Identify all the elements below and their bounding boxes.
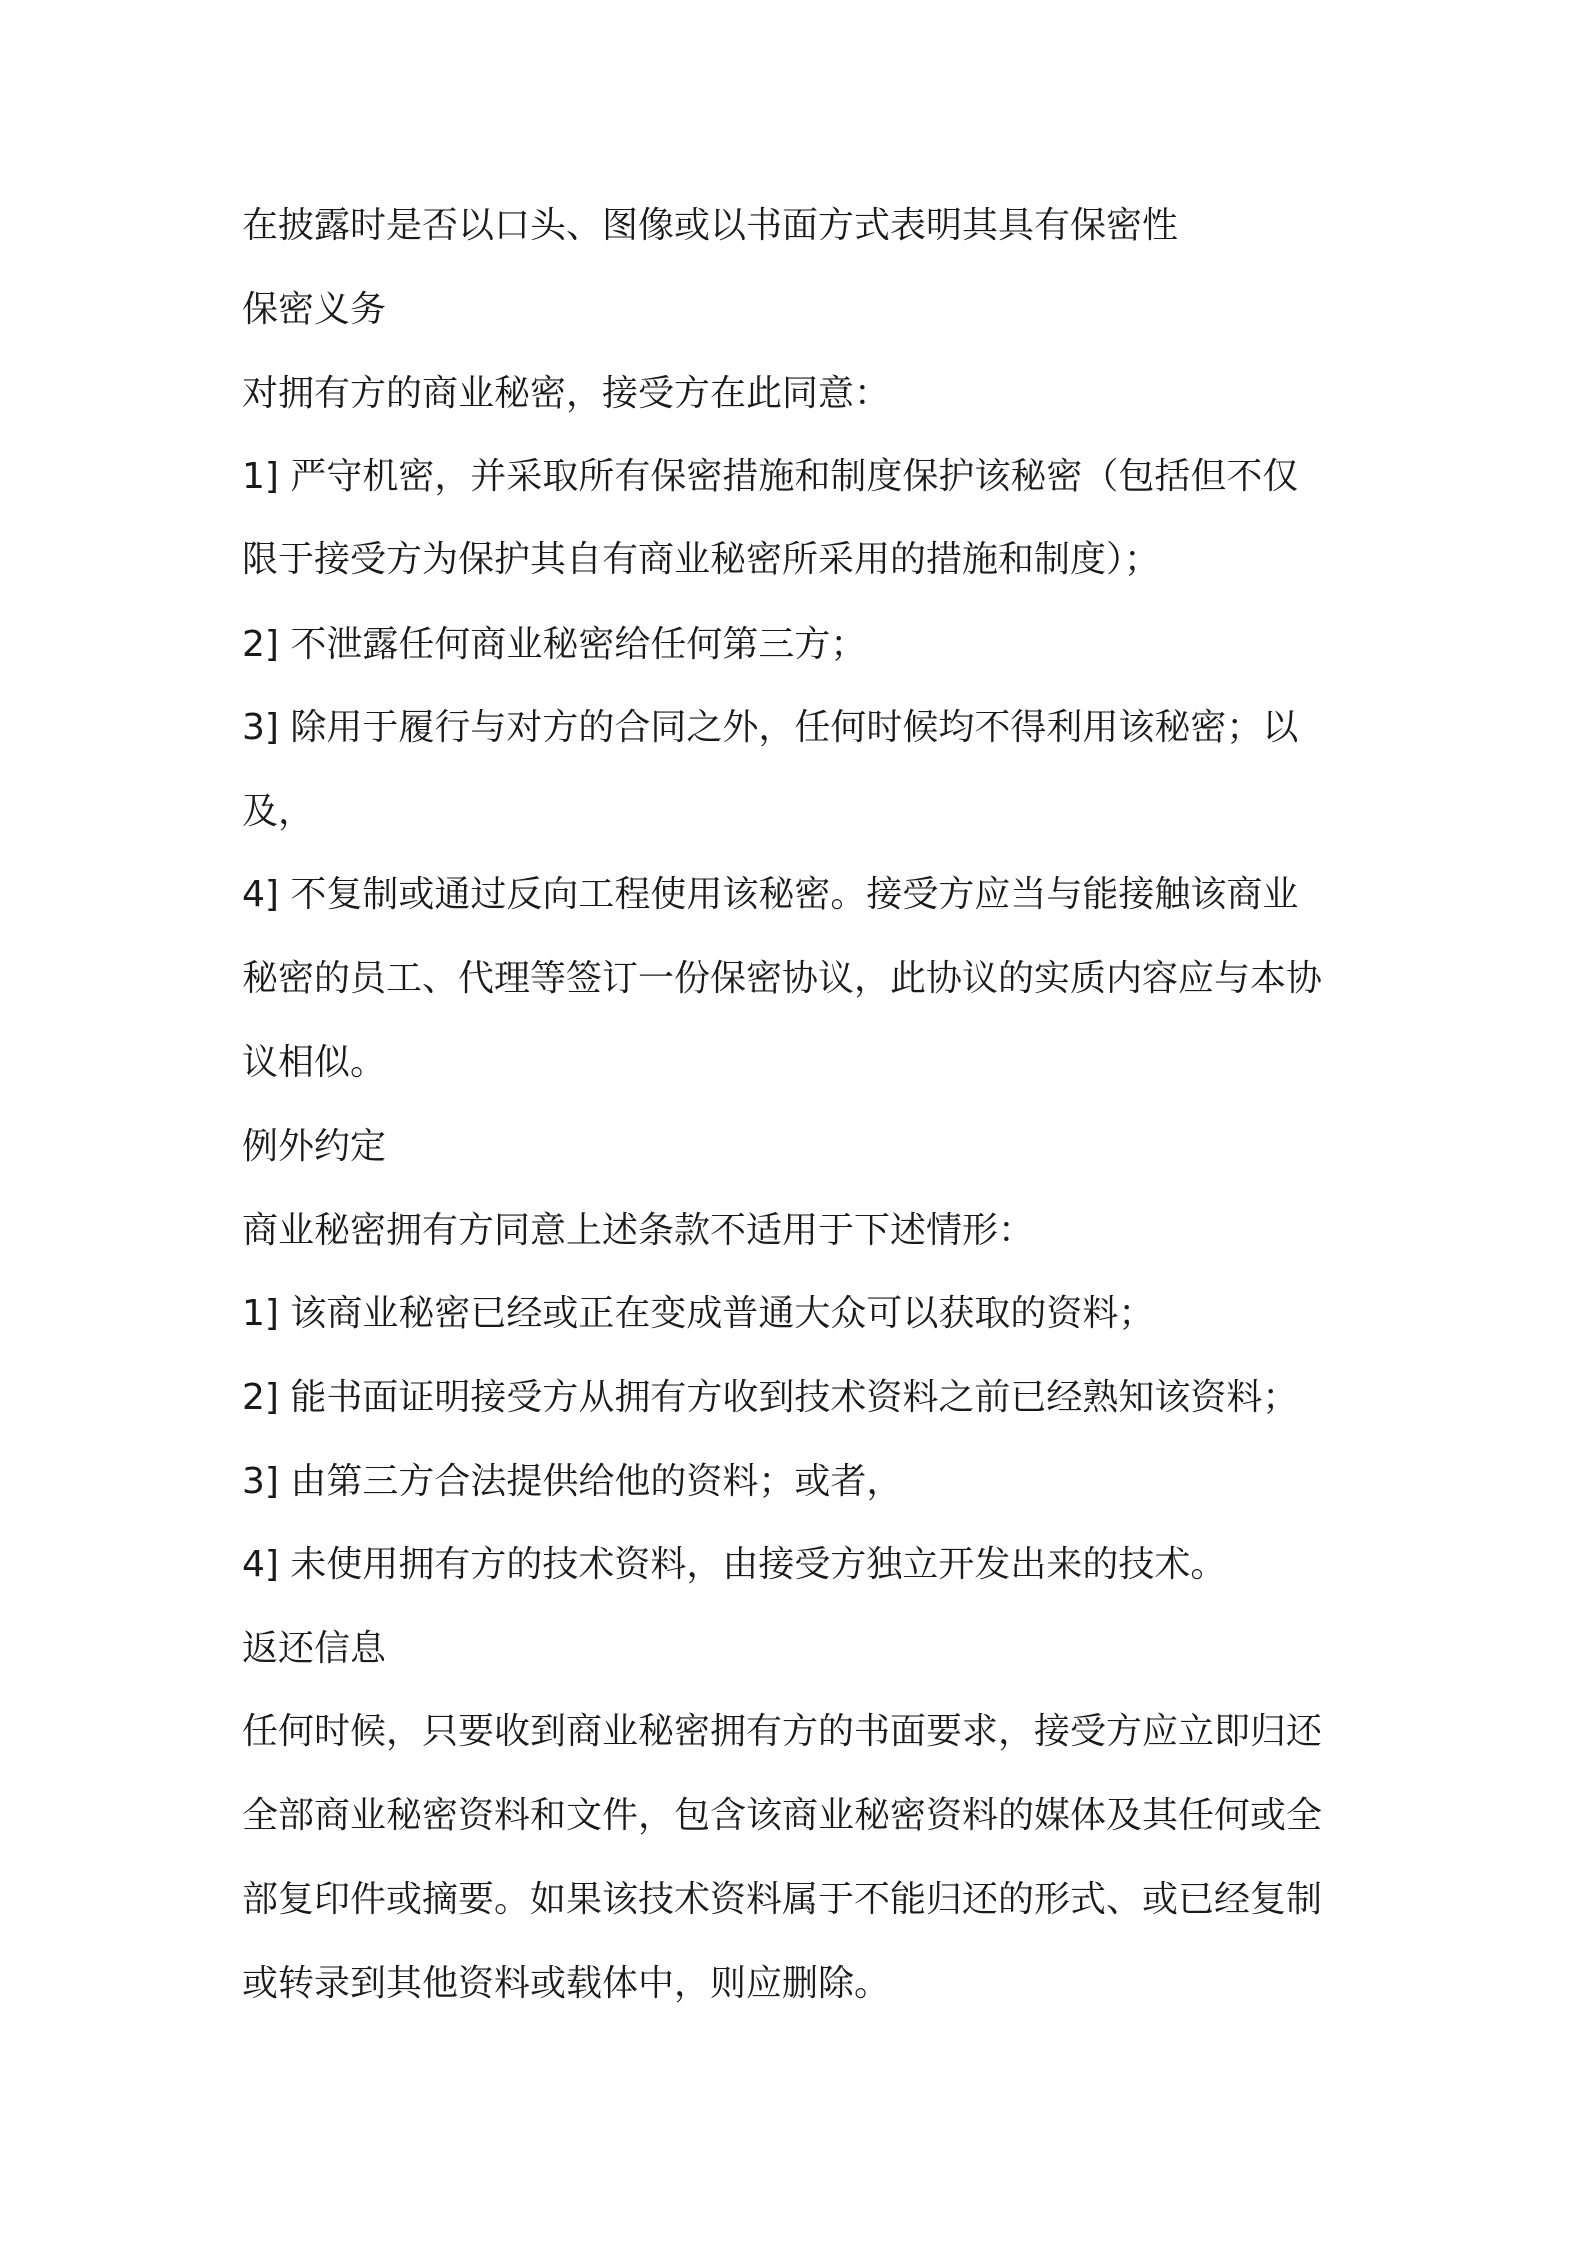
text-line: 部复印件或摘要。如果该技术资料属于不能归还的形式、或已经复制 — [242, 1879, 1323, 1920]
text-line: 商业秘密拥有方同意上述条款不适用于下述情形： — [242, 1210, 1035, 1251]
list-item-line: 1] 严守机密，并采取所有保密措施和制度保护该秘密（包括但不仅 — [242, 456, 1299, 497]
list-item-line: 1] 该商业秘密已经或正在变成普通大众可以获取的资料； — [242, 1293, 1155, 1334]
list-item-line: 秘密的员工、代理等签订一份保密协议，此协议的实质内容应与本协 — [242, 958, 1323, 999]
list-item-line: 2] 不泄露任何商业秘密给任何第三方； — [242, 624, 867, 665]
list-item-line: 3] 由第三方合法提供给他的资料；或者， — [242, 1461, 903, 1502]
list-item-line: 议相似。 — [242, 1042, 387, 1083]
list-item-line: 限于接受方为保护其自有商业秘密所采用的措施和制度）； — [242, 539, 1161, 580]
section-heading-confidentiality-obligation: 保密义务 — [242, 289, 387, 330]
list-item-line: 及， — [242, 791, 315, 832]
text-line: 对拥有方的商业秘密，接受方在此同意： — [242, 373, 891, 414]
text-line: 任何时候，只要收到商业秘密拥有方的书面要求，接受方应立即归还 — [242, 1711, 1323, 1752]
list-item-line: 2] 能书面证明接受方从拥有方收到技术资料之前已经熟知该资料； — [242, 1377, 1299, 1418]
text-line: 全部商业秘密资料和文件，包含该商业秘密资料的媒体及其任何或全 — [242, 1795, 1323, 1836]
list-item-line: 3] 除用于履行与对方的合同之外，任何时候均不得利用该秘密；以 — [242, 707, 1299, 748]
text-line: 或转录到其他资料或载体中，则应删除。 — [242, 1963, 891, 2004]
list-item-line: 4] 未使用拥有方的技术资料，由接受方独立开发出来的技术。 — [242, 1544, 1227, 1585]
section-heading-return-information: 返还信息 — [242, 1628, 387, 1669]
text-line-intro: 在披露时是否以口头、图像或以书面方式表明其具有保密性 — [242, 205, 1179, 246]
list-item-line: 4] 不复制或通过反向工程使用该秘密。接受方应当与能接触该商业 — [242, 874, 1299, 915]
section-heading-exceptions: 例外约定 — [242, 1126, 387, 1167]
